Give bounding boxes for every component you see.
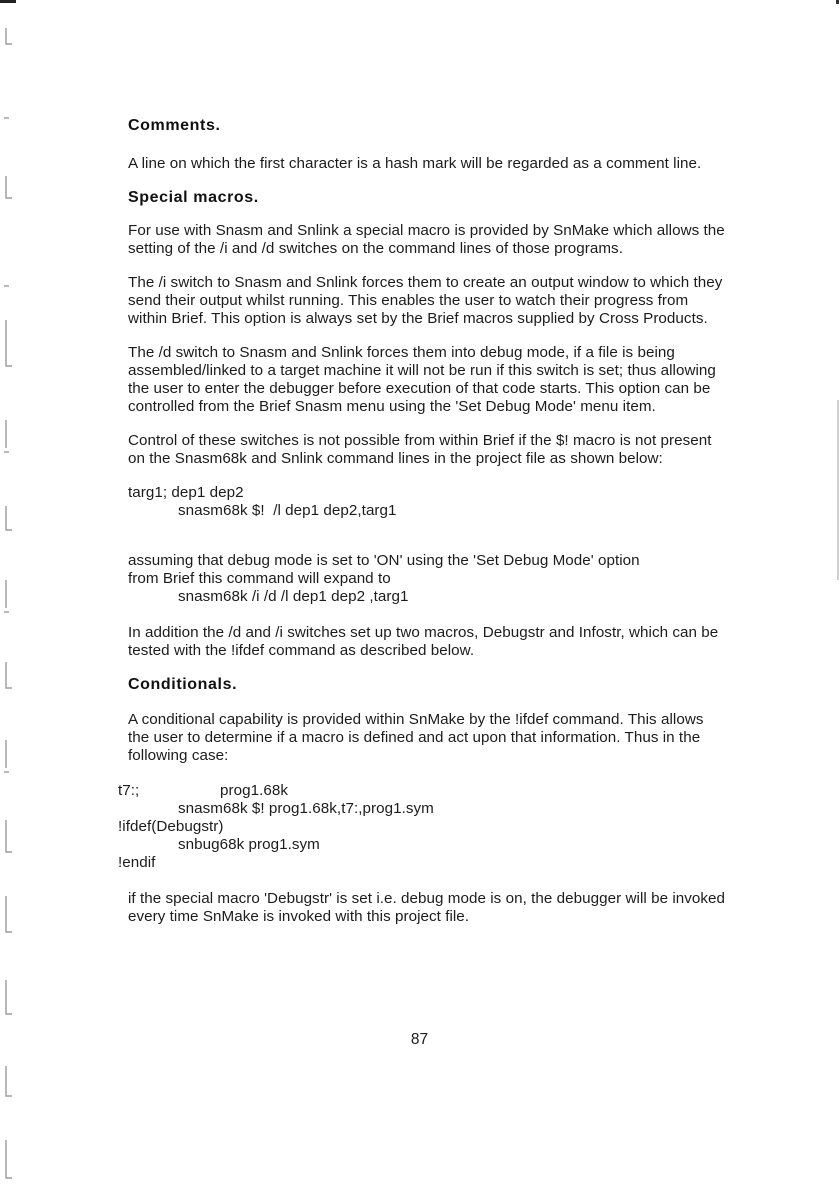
expanded-command-line: snasm68k /i /d /l dep1 dep2 ,targ1 [178,588,409,605]
conditional-example [118,782,728,872]
example-command-line: snasm68k $! /l dep1 dep2,targ1 [178,502,397,519]
d-switch-paragraph: The /d switch to Snasm and Snlink forces them into debug mode, if a file is being assembled/linked to a target machine it will not be run if this switch is set; thus allowing the user to enter the debugger before execution of that code starts. This option can be controlled from the Brief Snasm menu using the 'Set Debug Mode' menu item. [128,344,716,415]
conditional-target-row [118,782,728,800]
conditional-command-line: snasm68k $! prog1.68k,t7:,prog1.sym [178,800,434,817]
comments-paragraph: A line on which the first character is a hash mark will be regarded as a comment line. [128,155,702,172]
i-switch-paragraph: The /i switch to Snasm and Snlink forces them to create an output window to which they send their output whilst running. This enables the user to watch their progress from within Brief. This option is always set by the Brief macros supplied by Cross Products. [128,274,723,327]
right-edge-mark [833,0,839,1190]
page-number: 87 [410,1031,429,1048]
page-content [118,116,728,926]
conditional-target: t7:; [118,782,140,799]
ifdef-line: !ifdef(Debugstr) [118,818,224,835]
example-target-line: targ1; dep1 dep2 [128,484,244,501]
macros-paragraph: In addition the /d and /i switches set up two macros, Debugstr and Infostr, which can be tested with the !ifdef command as described below. [128,624,719,659]
expansion-paragraph [128,552,728,588]
snbug-command-line: snbug68k prog1.sym [178,836,320,853]
expansion-line-1: assuming that debug mode is set to 'ON' using the 'Set Debug Mode' option [128,552,640,569]
conditionals-intro: A conditional capability is provided within SnMake by the !ifdef command. This allows the user to determine if a macro is defined and act upon that information. Thus in the following case: [128,711,704,764]
endif-line: !endif [118,854,156,871]
switch-control-paragraph: Control of these switches is not possible from within Brief if the $! macro is not present on the Snasm68k and Snlink command lines in the project file as shown below: [128,432,712,467]
special-macros-intro: For use with Snasm and Snlink a special macro is provided by SnMake which allows the setting of the /i and /d switches on the command lines of those programs. [128,222,725,257]
conditionals-heading: Conditionals. [128,676,238,693]
debugstr-paragraph: if the special macro 'Debugstr' is set i.e. debug mode is on, the debugger will be invoked every time SnMake is invoked with this project file. [128,890,726,925]
conditional-dependency: prog1.68k [220,782,289,799]
expansion-line-2: from Brief this command will expand to [128,570,391,587]
project-file-example [128,484,728,520]
special-macros-heading: Special macros. [128,189,259,206]
binder-edge-marks [0,0,40,1190]
comments-heading: Comments. [128,117,221,134]
